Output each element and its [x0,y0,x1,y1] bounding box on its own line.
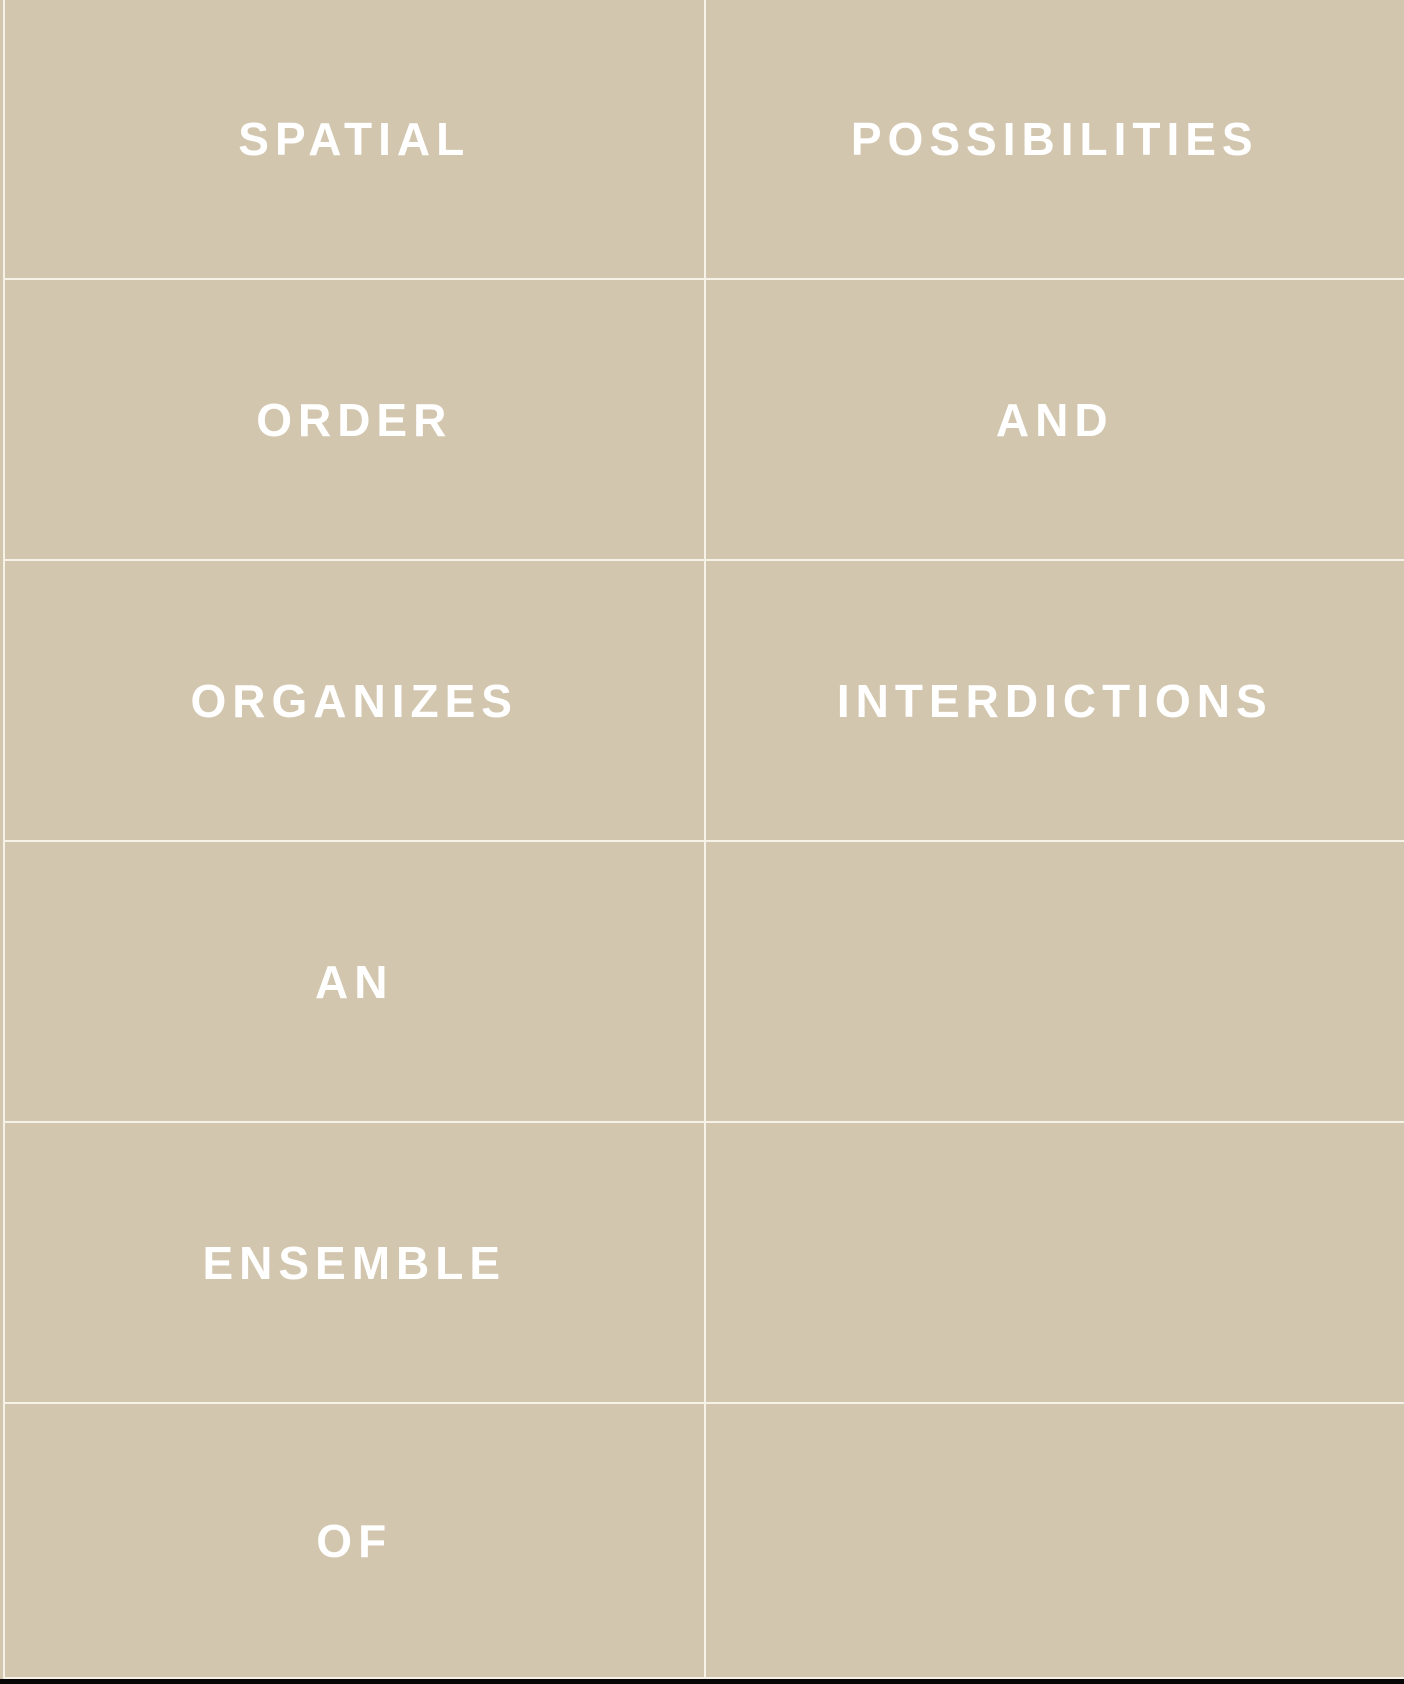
cell-word: INTERDICTIONS [836,674,1273,727]
grid-cell-r6c2-empty [706,1404,1404,1677]
grid-cell-r3c2 [706,561,1404,840]
grid-cell-r3c1 [5,561,704,840]
cell-word: AN [315,955,394,1008]
bottom-black-bar [0,1679,1404,1684]
grid-cell-r4c2-empty [706,842,1404,1121]
cell-word: OF [316,1514,393,1567]
cell-word: ENSEMBLE [202,1236,507,1289]
grid-cell-r1c2 [706,0,1404,278]
grid-cell-r6c1 [5,1404,704,1677]
cell-word: AND [995,393,1114,446]
cell-word: POSSIBILITIES [850,113,1259,165]
word-grid [3,0,1404,1679]
grid-cell-r5c2-empty [706,1123,1404,1402]
cell-word: ORGANIZES [190,674,518,727]
grid-cell-r5c1 [5,1123,704,1402]
grid-cell-r2c1 [5,280,704,559]
grid-cell-r1c1 [5,0,704,278]
cell-word: SPATIAL [238,113,471,165]
grid-cell-r2c2 [706,280,1404,559]
cell-word: ORDER [256,393,453,446]
grid-cell-r4c1 [5,842,704,1121]
